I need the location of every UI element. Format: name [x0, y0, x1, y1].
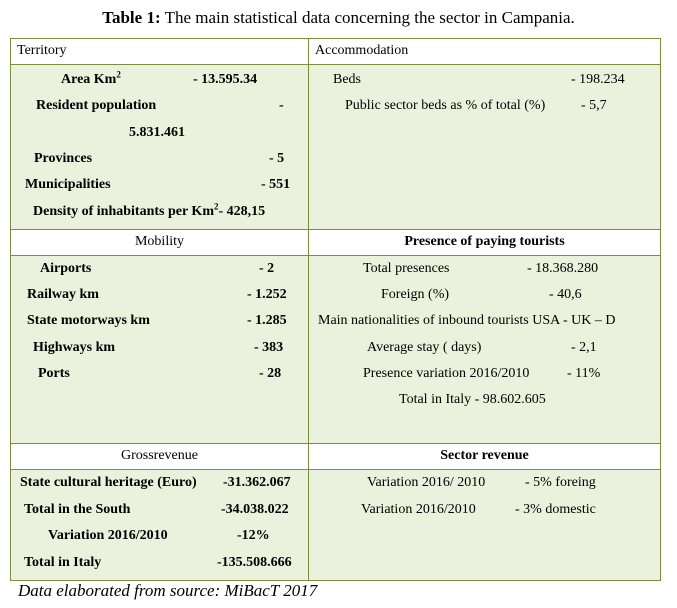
state-motorways-value: - 1.285: [247, 313, 287, 328]
highways-label: Highways km: [33, 340, 116, 355]
revenue-variation-value: -12%: [237, 528, 270, 543]
sector-revenue-body: [309, 470, 661, 581]
gross-revenue-header: Grossrevenue: [121, 448, 198, 463]
south-label: Total in the South: [24, 502, 131, 517]
population-dash: -: [279, 98, 284, 113]
nationalities: Main nationalities of inbound tourists USA - UK – D: [318, 313, 616, 328]
italy-total: Total in Italy - 98.602.605: [399, 392, 546, 407]
italy-revenue-label: Total in Italy: [24, 555, 102, 570]
domestic-variation-label: Variation 2016/2010: [361, 502, 476, 517]
railway-label: Railway km: [27, 287, 99, 302]
territory-header-cell: [11, 39, 309, 65]
accommodation-header-cell: [309, 39, 661, 65]
public-beds-value: - 5,7: [581, 98, 607, 113]
mobility-header-cell: [11, 230, 309, 256]
area-label: Area Km$^2$: [61, 69, 121, 87]
municipalities-value: - 551: [261, 177, 291, 192]
territory-header: Territory: [17, 43, 67, 58]
provinces-value: - 5: [269, 151, 285, 166]
public-beds-label: Public sector beds as % of total (%): [345, 98, 546, 113]
total-presences-label: Total presences: [363, 261, 450, 276]
mobility-body: [11, 256, 309, 444]
highways-value: - 383: [254, 340, 284, 355]
municipalities-label: Municipalities: [25, 177, 111, 192]
foreign-variation-value: - 5% foreing: [525, 475, 596, 490]
mobility-header: Mobility: [134, 234, 184, 249]
population-label: Resident population: [36, 98, 157, 113]
area-value: - 13.595.34: [193, 72, 258, 87]
accommodation-header: Accommodation: [315, 43, 409, 58]
presence-variation-value: - 11%: [567, 366, 601, 381]
foreign-variation-label: Variation 2016/ 2010: [367, 475, 486, 490]
table-caption: [0, 8, 677, 28]
heritage-label: State cultural heritage (Euro): [20, 475, 197, 490]
railway-value: - 1.252: [247, 287, 287, 302]
density-label: Density of inhabitants per Km$^2$- 428,15: [33, 201, 266, 219]
tourists-header: Presence of paying tourists: [404, 234, 565, 249]
airports-label: Airports: [40, 261, 92, 276]
ports-label: Ports: [38, 366, 70, 381]
italy-revenue-value: -135.508.666: [217, 555, 292, 570]
heritage-value: -31.362.067: [223, 475, 291, 490]
table-caption-label: Table 1:: [102, 8, 161, 27]
sector-revenue-header: Sector revenue: [440, 448, 529, 463]
foreign-value: - 40,6: [549, 287, 582, 302]
beds-value: - 198.234: [571, 72, 625, 87]
table-caption-text: The main statistical data concerning the sector in Campania.: [160, 8, 575, 27]
presence-variation-label: Presence variation 2016/2010: [363, 366, 530, 381]
south-value: -34.038.022: [221, 502, 289, 517]
sector-revenue-header-cell: [309, 444, 661, 470]
beds-label: Beds: [333, 72, 361, 87]
airports-value: - 2: [259, 261, 275, 276]
state-motorways-label: State motorways km: [27, 313, 150, 328]
provinces-label: Provinces: [34, 151, 93, 166]
total-presences-value: - 18.368.280: [527, 261, 599, 276]
domestic-variation-value: - 3% domestic: [515, 502, 596, 517]
source-note: Data elaborated from source: MiBacT 2017: [18, 581, 318, 600]
statistics-table: [10, 38, 661, 581]
population-value: 5.831.461: [129, 125, 185, 140]
gross-revenue-header-cell: [11, 444, 309, 470]
gross-revenue-body: [11, 470, 309, 581]
tourists-header-cell: [309, 230, 661, 256]
tourists-body: [309, 256, 661, 444]
average-stay-label: Average stay ( days): [367, 340, 482, 355]
foreign-label: Foreign (%): [381, 287, 450, 302]
revenue-variation-label: Variation 2016/2010: [48, 528, 168, 543]
ports-value: - 28: [259, 366, 282, 381]
accommodation-body: [309, 65, 661, 230]
average-stay-value: - 2,1: [571, 340, 597, 355]
territory-body: [11, 65, 309, 230]
